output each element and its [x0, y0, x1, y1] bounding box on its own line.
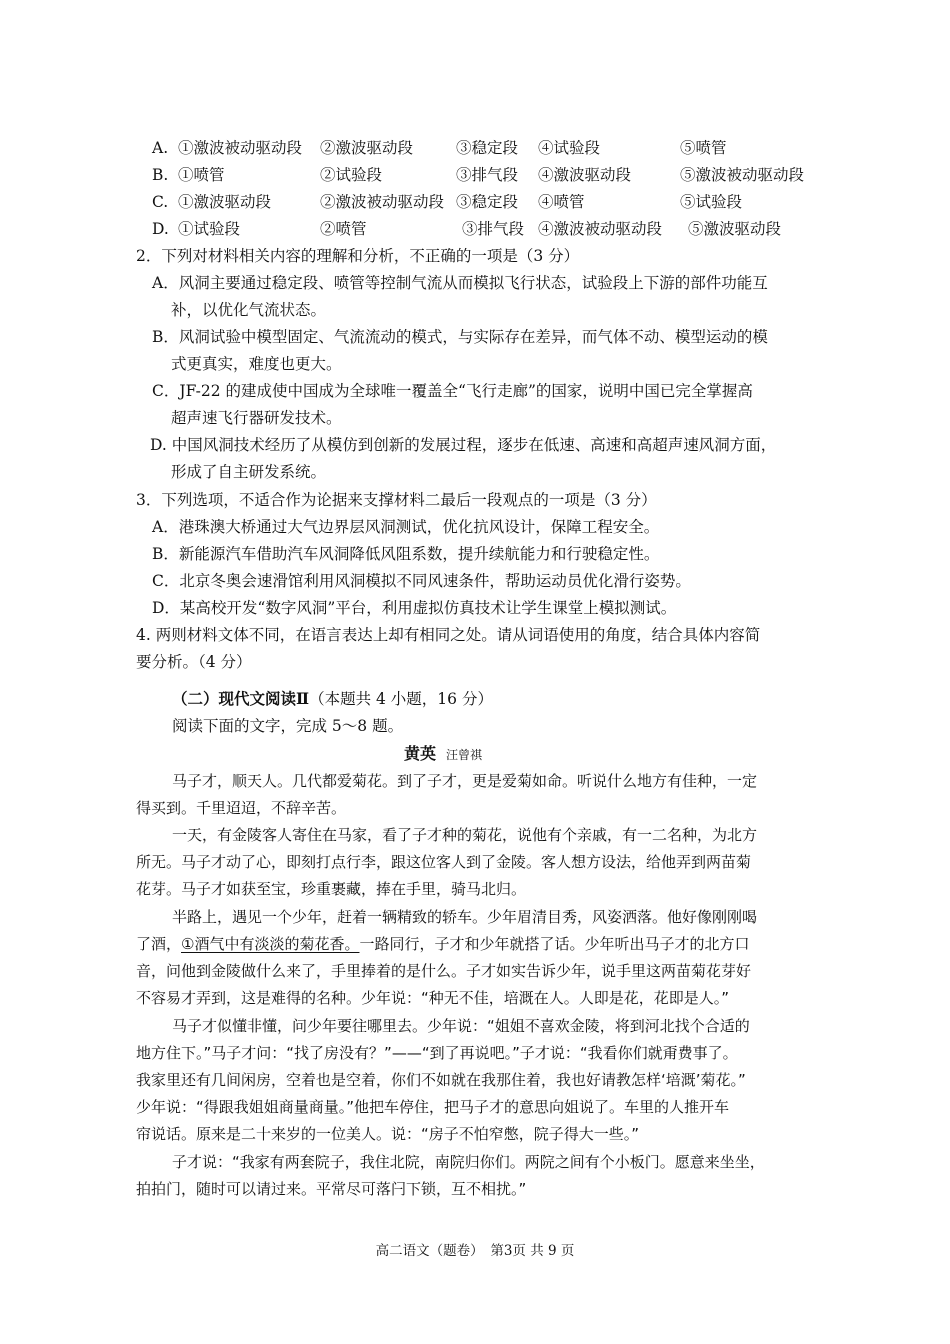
option-b: B．风洞试验中模型固定、气流流动的模式，与实际存在差异，而气体不动、模型运动的模	[152, 328, 768, 346]
option-cell: ⑤激波被动驱动段	[680, 166, 805, 184]
option-cell: ③排气段	[456, 166, 519, 184]
paragraph-line: 音，问他到金陵做什么来了，手里捧着的是什么。子才如实告诉少年，说手里这两苗菊花芽好	[136, 962, 752, 980]
option-label: C.	[152, 193, 169, 211]
paragraph-line: 马子才，顺天人。几代都爱菊花。到了子才，更是爱菊如命。听说什么地方有佳种，一定	[172, 772, 758, 790]
option-d-cont: 形成了自主研发系统。	[171, 463, 327, 481]
paragraph-line: 子才说：“我家有两套院子，我住北院，南院归你们。两院之间有个小板门。愿意来坐坐，	[172, 1153, 765, 1171]
option-label: B.	[152, 166, 169, 184]
option-label: D.	[152, 220, 169, 238]
option-d: D. 中国风洞技术经历了从模仿到创新的发展过程，逐步在低速、高速和高超声速风洞方面，	[150, 436, 777, 454]
text-segment: 了酒，	[136, 935, 182, 953]
paragraph-line: 一天，有金陵客人寄住在马家，看了子才种的菊花，说他有个亲戚，有一二名种，为北方	[172, 826, 758, 844]
option-cell: ④激波被动驱动段	[538, 220, 663, 238]
paragraph-line: 少年说：“得跟我姐姐商量商量。”他把车停住，把马子才的意思向姐说了。车里的人推开车	[136, 1098, 730, 1116]
paragraph-line: 半路上，遇见一个少年，赶着一辆精致的轿车。少年眉清目秀，风姿洒落。他好像刚刚喝	[172, 908, 758, 926]
option-cell: ③排气段	[462, 220, 525, 238]
option-cell: ①激波被动驱动段	[178, 139, 303, 157]
option-label: A.	[152, 139, 169, 157]
option-cell: ⑤喷管	[680, 139, 727, 157]
option-cell: ①激波驱动段	[178, 193, 272, 211]
paragraph-line: 所无。马子才动了心，即刻打点行李，跟这位客人到了金陵。客人想方设法，给他弄到两苗菊	[136, 853, 752, 871]
paragraph-line: 不容易才弄到，这是难得的名种。少年说：“种无不佳，培溉在人。人即是花，花即是人。”	[136, 989, 730, 1007]
option-cell: ②试验段	[320, 166, 383, 184]
paragraph-line	[136, 934, 749, 954]
section-note: （本题共 4 小题，16 分）	[309, 690, 493, 708]
option-cell: ⑤激波驱动段	[688, 220, 782, 238]
underlined-sentence: ①酒气中有淡淡的菊花香。	[181, 935, 360, 953]
paragraph-line: 花芽。马子才如获至宝，珍重裹藏，捧在手里，骑马北归。	[136, 880, 527, 898]
story-title-line	[404, 744, 482, 765]
option-a-cont: 补，以优化气流状态。	[171, 301, 327, 319]
option-cell: ①试验段	[178, 220, 241, 238]
page-footer: 高二语文（题卷） 第3页 共 9 页	[375, 1243, 575, 1259]
question-stem: 3．下列选项，不适合作为论据来支撑材料二最后一段观点的一项是（3 分）	[136, 491, 657, 509]
text-segment: 一路同行，子才和少年就搭了话。少年听出马子才的北方口	[359, 935, 750, 953]
option-cell: ④试验段	[538, 139, 601, 157]
option-b-cont: 式更真实，难度也更大。	[171, 355, 342, 373]
option-cell: ③稳定段	[456, 193, 519, 211]
section-heading	[172, 689, 493, 709]
paragraph-line: 马子才似懂非懂，问少年要往哪里去。少年说：“姐姐不喜欢金陵，将到河北找个合适的	[172, 1017, 750, 1035]
paragraph-line: 帘说话。原来是二十来岁的一位美人。说：“房子不怕窄憋，院子得大一些。”	[136, 1125, 640, 1143]
story-author: 汪曾祺	[446, 748, 483, 762]
story-title: 黄英	[404, 744, 437, 763]
option-c-cont: 超声速飞行器研发技术。	[171, 409, 342, 427]
option-cell: ②喷管	[320, 220, 367, 238]
question-stem: 4. 两则材料文体不同，在语言表达上却有相同之处。请从词语使用的角度，结合具体内容简	[136, 626, 761, 644]
option-cell: ⑤试验段	[680, 193, 743, 211]
option-c: C．北京冬奥会速滑馆利用风洞模拟不同风速条件，帮助运动员优化滑行姿势。	[152, 572, 691, 590]
option-cell: ②激波驱动段	[320, 139, 414, 157]
paragraph-line: 我家里还有几间闲房，空着也是空着，你们不如就在我那住着，我也好请教怎样‘培溉’菊花。”	[136, 1071, 746, 1089]
question-stem-cont: 要分析。（4 分）	[136, 653, 252, 671]
option-b: B．新能源汽车借助汽车风洞降低风阻系数，提升续航能力和行驶稳定性。	[152, 545, 660, 563]
option-d: D．某高校开发“数字风洞”平台，利用虚拟仿真技术让学生课堂上模拟测试。	[152, 599, 677, 617]
paragraph-line: 拍拍门，随时可以请过来。平常尽可落闩下锁，互不相扰。”	[136, 1180, 527, 1198]
option-cell: ④喷管	[538, 193, 585, 211]
option-cell: ④激波驱动段	[538, 166, 632, 184]
option-a: A．港珠澳大桥通过大气边界层风洞测试，优化抗风设计，保障工程安全。	[152, 518, 660, 536]
paragraph-line: 得买到。千里迢迢，不辞辛苦。	[136, 799, 347, 817]
option-cell: ③稳定段	[456, 139, 519, 157]
option-cell: ①喷管	[178, 166, 225, 184]
option-a: A．风洞主要通过稳定段、喷管等控制气流从而模拟飞行状态，试验段上下游的部件功能互	[152, 274, 768, 292]
section-instruction: 阅读下面的文字，完成 5～8 题。	[172, 717, 404, 735]
option-c: C．JF-22 的建成使中国成为全球唯一覆盖全“飞行走廊”的国家，说明中国已完全掌握高	[152, 382, 753, 400]
option-cell: ②激波被动驱动段	[320, 193, 445, 211]
question-stem: 2．下列对材料相关内容的理解和分析，不正确的一项是（3 分）	[136, 247, 580, 265]
paragraph-line: 地方住下。”马子才问：“找了房没有？”——“到了再说吧。”子才说：“我看你们就甭费事了。	[136, 1044, 738, 1062]
section-title: （二）现代文阅读Ⅱ	[172, 689, 310, 708]
